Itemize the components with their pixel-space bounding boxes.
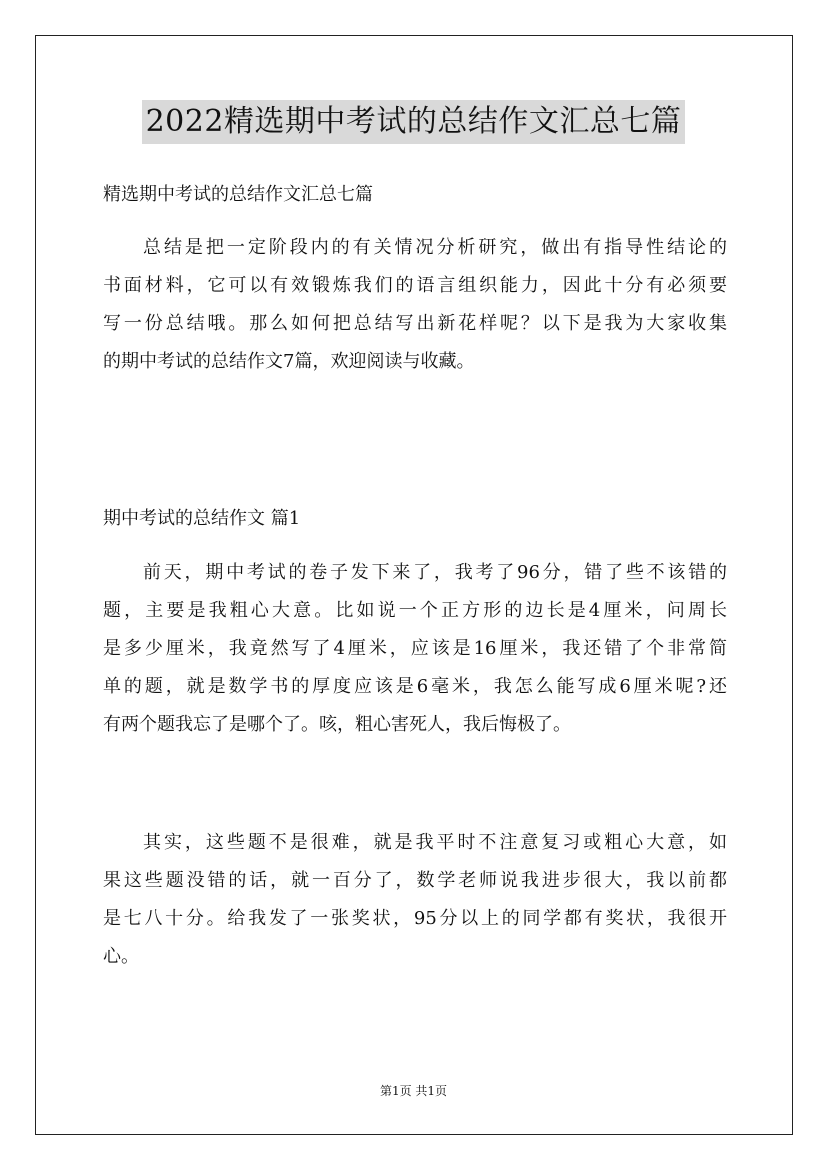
intro-line: 的期中考试的总结作文7篇，欢迎阅读与收藏。 <box>103 351 475 372</box>
paragraph-line: 题，主要是我粗心大意。比如说一个正方形的边长是4厘米，问周长 <box>103 600 727 621</box>
section-heading-block <box>103 500 727 538</box>
intro-paragraph <box>103 229 727 381</box>
paragraph-line: 其实，这些题不是很难，就是我平时不注意复习或粗心大意，如 <box>143 832 727 853</box>
subtitle-block <box>103 176 727 214</box>
page-footer: 第1页 共1页 <box>379 1084 448 1098</box>
paragraph-line: 前天，期中考试的卷子发下来了，我考了96分，错了些不该错的 <box>143 562 727 583</box>
title-container <box>0 100 827 144</box>
intro-line: 书面材料，它可以有效锻炼我们的语言组织能力，因此十分有必须要 <box>103 275 727 296</box>
intro-line: 总结是把一定阶段内的有关情况分析研究，做出有指导性结论的 <box>143 237 727 258</box>
paragraph-2 <box>103 824 727 976</box>
paragraph-1 <box>103 554 727 744</box>
document-subtitle: 精选期中考试的总结作文汇总七篇 <box>103 184 373 205</box>
paragraph-line: 是七八十分。给我发了一张奖状，95分以上的同学都有奖状，我很开 <box>103 908 727 929</box>
paragraph-line: 有两个题我忘了是哪个了。咳，粗心害死人，我后悔极了。 <box>103 714 571 735</box>
document-title: 2022精选期中考试的总结作文汇总七篇 <box>142 100 686 144</box>
paragraph-line: 单的题，就是数学书的厚度应该是6毫米，我怎么能写成6厘米呢?还 <box>103 676 727 697</box>
paragraph-line: 是多少厘米，我竟然写了4厘米，应该是16厘米，我还错了个非常简 <box>103 638 727 659</box>
paragraph-line: 果这些题没错的话，就一百分了，数学老师说我进步很大，我以前都 <box>103 870 727 891</box>
intro-line: 写一份总结哦。那么如何把总结写出新花样呢？以下是我为大家收集 <box>103 313 727 334</box>
section-heading: 期中考试的总结作文 篇1 <box>103 508 301 529</box>
paragraph-line: 心。 <box>103 946 139 967</box>
